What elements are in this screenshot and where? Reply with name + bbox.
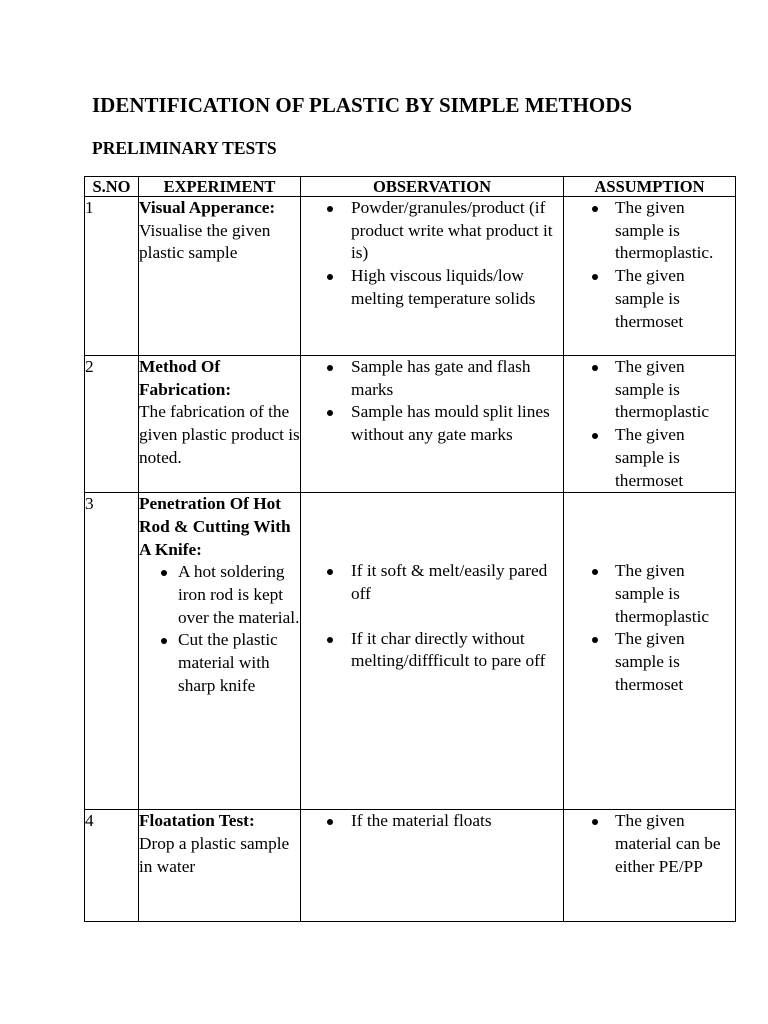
bullet-icon xyxy=(592,365,598,371)
assumption-cell xyxy=(564,356,736,493)
bullet-icon xyxy=(592,206,598,212)
experiment-cell xyxy=(139,197,301,356)
bullet-icon xyxy=(161,570,167,576)
row-number: 3 xyxy=(85,493,139,810)
assumption-cell xyxy=(564,197,736,356)
header-experiment: EXPERIMENT xyxy=(139,177,301,197)
bullet-icon xyxy=(592,433,598,439)
bullet-icon xyxy=(161,638,167,644)
assumption-item: The given sample is thermoset xyxy=(564,424,735,492)
experiment-description: Visualise the given plastic sample xyxy=(139,220,271,263)
observation-item: Powder/granules/product (if product write what product it is) xyxy=(301,197,563,265)
bullet-icon xyxy=(327,365,333,371)
experiment-title: Penetration Of Hot Rod & Cutting With A Knife: xyxy=(139,494,291,559)
assumption-item: The given material can be either PE/PP xyxy=(564,810,735,878)
header-sno: S.NO xyxy=(85,177,139,197)
assumption-cell xyxy=(564,810,736,922)
assumption-item: The given sample is thermoset xyxy=(564,628,735,696)
header-assumption: ASSUMPTION xyxy=(564,177,736,197)
observation-cell xyxy=(301,493,564,810)
assumption-item: The given sample is thermoplastic xyxy=(564,560,735,628)
spacer xyxy=(301,606,563,628)
observation-item: Sample has mould split lines without any gate marks xyxy=(301,401,563,446)
row-number: 4 xyxy=(85,810,139,922)
table-row xyxy=(85,493,736,810)
row-number: 2 xyxy=(85,356,139,493)
assumption-item: The given sample is thermoplastic xyxy=(564,356,735,424)
experiment-description: Drop a plastic sample in water xyxy=(139,833,290,876)
experiment-description: The fabrication of the given plastic product is noted. xyxy=(139,402,300,467)
observation-item: If the material floats xyxy=(301,810,563,833)
table-header-row xyxy=(85,177,736,197)
bullet-icon xyxy=(327,206,333,212)
bullet-icon xyxy=(592,637,598,643)
preliminary-tests-table xyxy=(84,176,736,922)
assumption-item: The given sample is thermoplastic. xyxy=(564,197,735,265)
assumption-cell xyxy=(564,493,736,810)
observation-item: If it soft & melt/easily pared off xyxy=(301,560,563,605)
observation-item: High viscous liquids/low melting temperature solids xyxy=(301,265,563,310)
table-row xyxy=(85,810,736,922)
experiment-cell xyxy=(139,356,301,493)
bullet-icon xyxy=(327,410,333,416)
table-row xyxy=(85,356,736,493)
bullet-icon xyxy=(592,819,598,825)
experiment-title: Floatation Test: xyxy=(139,811,255,831)
observation-cell xyxy=(301,197,564,356)
header-observation: OBSERVATION xyxy=(301,177,564,197)
document-title: IDENTIFICATION OF PLASTIC BY SIMPLE METHODS xyxy=(92,93,633,117)
section-heading: PRELIMINARY TESTS xyxy=(92,138,277,158)
bullet-icon xyxy=(592,569,598,575)
observation-cell xyxy=(301,810,564,922)
experiment-cell xyxy=(139,493,301,810)
bullet-icon xyxy=(327,819,333,825)
experiment-title: Visual Apperance: xyxy=(139,198,276,217)
observation-item: If it char directly without melting/diffficult to pare off xyxy=(301,628,563,673)
bullet-icon xyxy=(327,274,333,280)
observation-item: Sample has gate and flash marks xyxy=(301,356,563,401)
experiment-cell xyxy=(139,810,301,922)
observation-cell xyxy=(301,356,564,493)
experiment-step: A hot soldering iron rod is kept over the material. xyxy=(139,561,300,629)
bullet-icon xyxy=(327,637,333,643)
experiment-step: Cut the plastic material with sharp knife xyxy=(139,629,300,697)
bullet-icon xyxy=(592,274,598,280)
table-row xyxy=(85,197,736,356)
row-number: 1 xyxy=(85,197,139,356)
bullet-icon xyxy=(327,569,333,575)
experiment-title: Method Of Fabrication: xyxy=(139,357,232,399)
assumption-item: The given sample is thermoset xyxy=(564,265,735,333)
